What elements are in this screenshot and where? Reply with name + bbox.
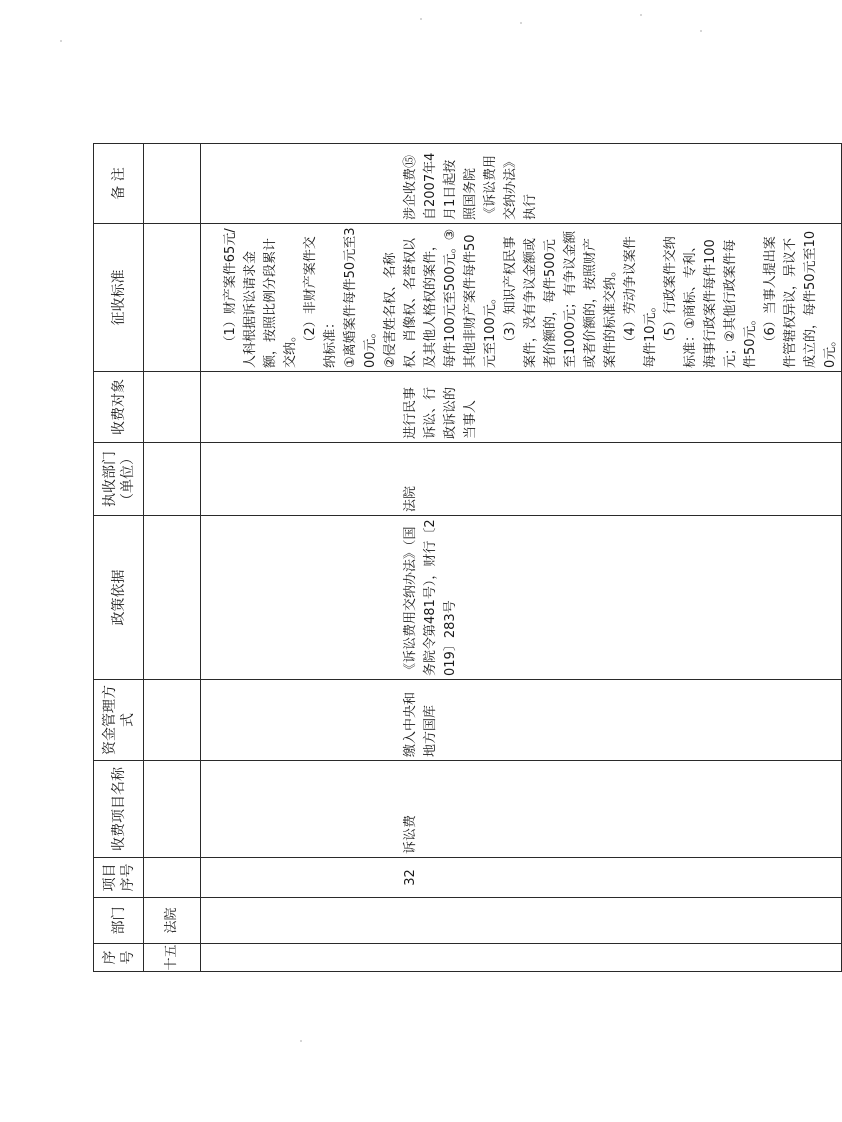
header-dept: 部门 (94, 898, 144, 944)
empty-cell (144, 224, 201, 372)
group-row (144, 144, 201, 972)
payer: 进行民事诉讼、行政诉讼的当事人 (201, 372, 842, 443)
header-row (94, 144, 144, 972)
policy-basis: 《诉讼费用交纳办法》（国务院令第481号），财行〔2019〕283号 (201, 516, 842, 680)
empty-cell (144, 680, 201, 761)
standard-line: ①离婚案件每件50元至300元。 (343, 227, 378, 368)
header-fund-mgmt: 资金管理方式 (94, 680, 144, 761)
header-seq: 序号 (94, 944, 144, 972)
empty-cell (144, 443, 201, 516)
standard-line: （1）财产案件65元/人科根据诉讼请求金额，按照比例分段累计交纳。 (223, 228, 298, 368)
standard-line: （6）当事人提出案件管辖权异议，异议不成立的，每件50元至100元。 (763, 230, 838, 368)
group-dept: 法院 (144, 898, 201, 944)
header-payer: 收费对象 (94, 372, 144, 443)
group-seq: 十五 (144, 944, 201, 972)
empty-cell (201, 898, 842, 944)
item-no: 32 (201, 858, 842, 898)
fund-mgmt: 缴入中央和地方国库 (201, 680, 842, 761)
standard-line: （5）行政案件交纳标准：①商标、专利、海事行政案件每件100元；②其他行政案件每件50元。 (663, 236, 758, 368)
remark: 涉企收费⑮自2007年4月1日起按照国务院《诉讼费用交纳办法》执行 (201, 144, 842, 224)
table-row (201, 144, 842, 972)
empty-cell (201, 944, 842, 972)
header-item-no: 项目序号 (94, 858, 144, 898)
empty-cell (144, 858, 201, 898)
empty-cell (144, 372, 201, 443)
header-remark: 备 注 (94, 144, 144, 224)
standard-line: （2）非财产案件交纳标准： (303, 236, 338, 368)
header-standard: 征收标准 (94, 224, 144, 372)
fee-table (93, 143, 842, 972)
standard-line: （3）知识产权民事案件，没有争议金额或者价额的，每件500元至1000元；有争议金额或者价额的，按照财产案件的标准交纳。 (503, 230, 618, 368)
standard-line: （4）劳动争议案件每件10元。 (623, 236, 658, 368)
standard-cell (201, 224, 842, 372)
header-exec-dept: 执收部门（单位） (94, 443, 144, 516)
empty-cell (144, 144, 201, 224)
empty-cell (144, 516, 201, 680)
empty-cell (144, 761, 201, 858)
exec-dept: 法院 (201, 443, 842, 516)
header-policy: 政策依据 (94, 516, 144, 680)
standard-line: ②侵害姓名权、名称权、肖像权、名誉权以及其他人格权的案件，每件100元至500元。③其他非财产案件每件50元至100元。 (383, 228, 498, 368)
item-name: 诉讼费 (201, 761, 842, 858)
header-item-name: 收费项目名称 (94, 761, 144, 858)
